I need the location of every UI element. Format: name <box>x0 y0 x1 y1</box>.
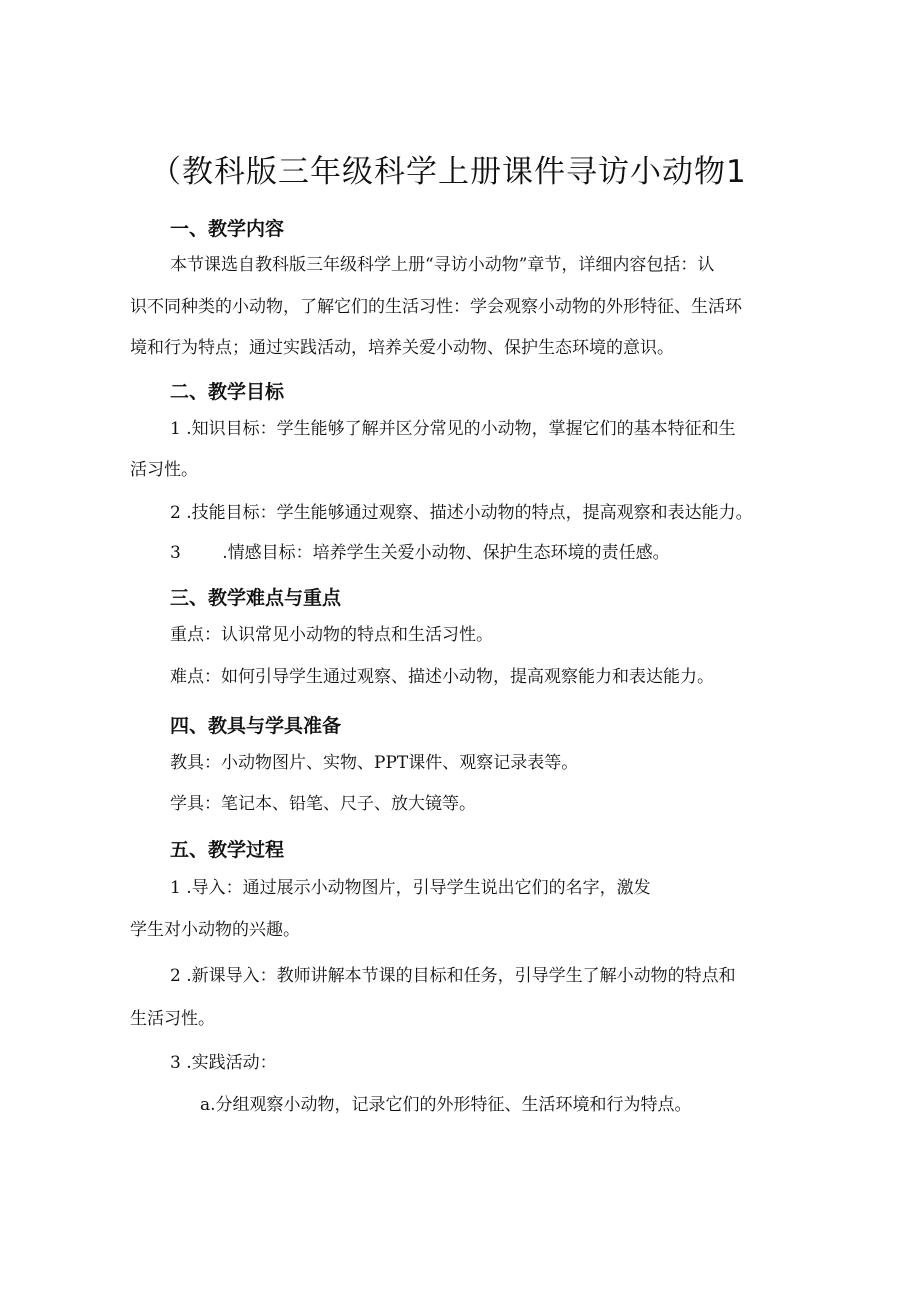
section-heading-content: 一、教学内容 <box>170 218 285 240</box>
section-heading-materials: 四、教具与学具准备 <box>170 715 342 737</box>
section-heading-difficulties: 三、教学难点与重点 <box>170 587 342 609</box>
section-heading-process: 五、教学过程 <box>170 839 285 861</box>
list-item <box>170 545 670 562</box>
paragraph-line: 难点：如何引导学生通过观察、描述小动物，提高观察能力和表达能力。 <box>170 667 714 687</box>
list-text: .新课导入：教师讲解本节课的目标和任务，引导学生了解小动物的特点和 <box>186 966 736 986</box>
list-text: .技能目标：学生能够通过观察、描述小动物的特点，提高观察和表达能力。 <box>186 503 753 523</box>
list-item <box>170 505 753 522</box>
document-title: （教科版三年级科学上册课件寻访小动物1 <box>150 154 747 190</box>
list-item-continuation: 学生对小动物的兴趣。 <box>130 920 300 940</box>
list-item <box>170 421 736 438</box>
paragraph-line: 重点：认识常见小动物的特点和生活习性。 <box>170 625 493 645</box>
list-item-continuation: 生活习性。 <box>130 1009 215 1029</box>
list-number: 1 <box>170 419 181 439</box>
list-number: 1 <box>170 878 181 898</box>
list-text: .情感目标：培养学生关爱小动物、保护生态环境的责任感。 <box>222 543 670 563</box>
list-text: .导入：通过展示小动物图片，引导学生说出它们的名字，激发 <box>186 878 651 898</box>
list-text: .知识目标：学生能够了解并区分常见的小动物，掌握它们的基本特征和生 <box>186 419 736 439</box>
list-number: 3 <box>170 1053 181 1073</box>
section-heading-objectives: 二、教学目标 <box>170 381 285 403</box>
list-item <box>170 968 736 985</box>
paragraph-line: 本节课选自教科版三年级科学上册“寻访小动物”章节，详细内容包括：认 <box>170 255 715 275</box>
paragraph-line: 教具：小动物图片、实物、PPT课件、观察记录表等。 <box>170 753 579 773</box>
list-number: 2 <box>170 503 181 523</box>
paragraph-line: 识不同种类的小动物，了解它们的生活习性：学会观察小动物的外形特征、生活环 <box>130 297 742 317</box>
paragraph-line: 境和行为特点；通过实践活动，培养关爱小动物、保护生态环境的意识。 <box>130 338 674 358</box>
list-item-continuation: 活习性。 <box>130 460 198 480</box>
sub-list-item: a.分组观察小动物，记录它们的外形特征、生活环境和行为特点。 <box>200 1095 692 1115</box>
list-number: 3 <box>170 543 181 563</box>
list-item <box>170 1055 277 1072</box>
paragraph-line: 学具：笔记本、铅笔、尺子、放大镜等。 <box>170 794 476 814</box>
list-number: 2 <box>170 966 181 986</box>
list-text: .实践活动： <box>186 1053 277 1073</box>
list-item <box>170 880 651 897</box>
